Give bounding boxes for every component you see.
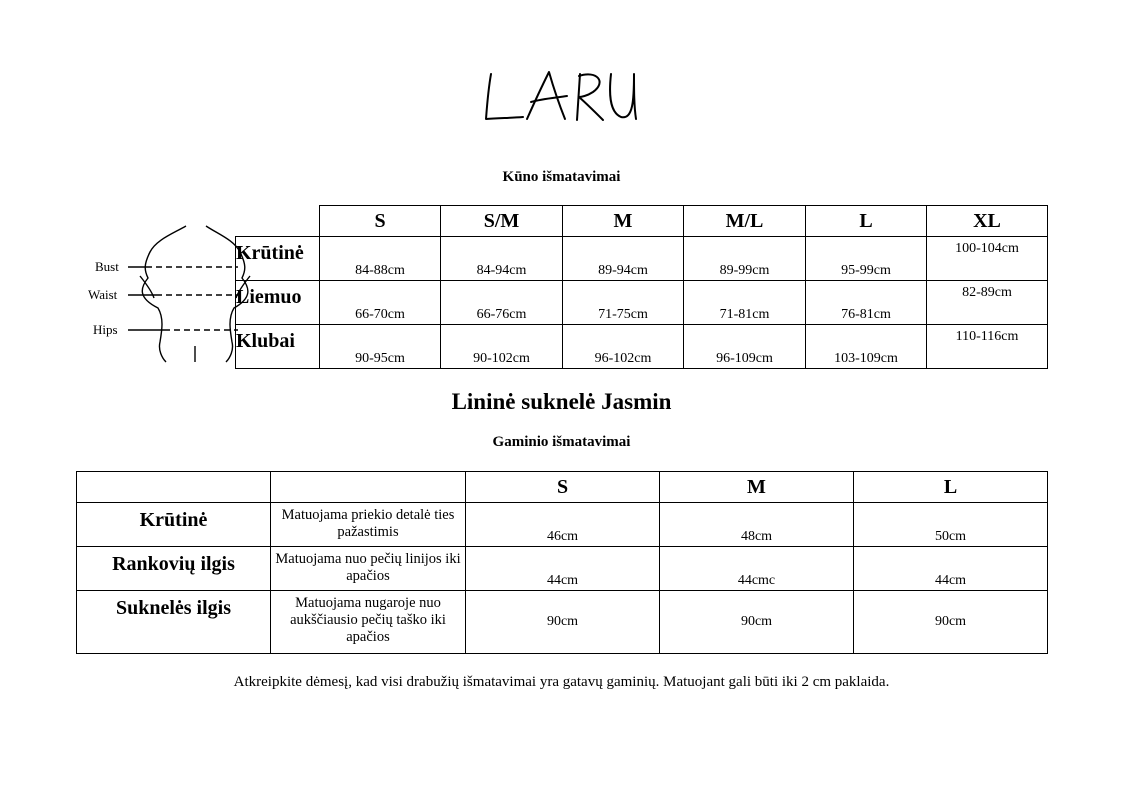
waist-label: Waist	[88, 287, 118, 302]
row-description: Matuojama nuo pečių linijos iki apačios	[271, 547, 466, 591]
table-cell: 48cm	[660, 503, 854, 547]
garment-measurements-table	[76, 471, 1048, 654]
footer-note: Atkreipkite dėmesį, kad visi drabužių išmatavimai yra gatavų gaminių. Matuojant gali būti iki 2 cm paklaida.	[233, 674, 890, 690]
table-cell: 110-116cm	[927, 325, 1048, 369]
table-cell: 90cm	[854, 591, 1048, 654]
body-table-corner	[236, 206, 320, 237]
row-label-bust: Krūtinė	[236, 237, 320, 281]
product-title: Lininė suknelė Jasmin	[451, 389, 672, 414]
table-cell: 71-81cm	[684, 281, 806, 325]
size-header: S	[466, 472, 660, 503]
table-cell: 84-88cm	[320, 237, 441, 281]
row-label-waist: Liemuo	[236, 281, 320, 325]
row-description: Matuojama priekio detalė ties pažastimis	[271, 503, 466, 547]
row-label-dress-length: Suknelės ilgis	[77, 591, 271, 654]
table-cell: 96-109cm	[684, 325, 806, 369]
garment-table-header-row	[77, 472, 1048, 503]
table-cell: 82-89cm	[927, 281, 1048, 325]
row-label-sleeve-length: Rankovių ilgis	[77, 547, 271, 591]
table-cell: 66-76cm	[441, 281, 563, 325]
table-row	[236, 281, 1048, 325]
table-row	[77, 503, 1048, 547]
table-cell: 71-75cm	[563, 281, 684, 325]
table-row	[77, 547, 1048, 591]
table-cell: 100-104cm	[927, 237, 1048, 281]
table-row	[236, 325, 1048, 369]
size-header: M	[660, 472, 854, 503]
table-cell: 95-99cm	[806, 237, 927, 281]
table-cell: 103-109cm	[806, 325, 927, 369]
table-cell: 90-102cm	[441, 325, 563, 369]
size-header: XL	[927, 206, 1048, 237]
body-measurements-table	[235, 205, 1048, 369]
body-figure-illustration	[88, 218, 258, 368]
garment-table-corner	[77, 472, 271, 503]
table-cell: 46cm	[466, 503, 660, 547]
body-measurements-title: Kūno išmatavimai	[502, 169, 621, 185]
garment-measurements-title: Gaminio išmatavimai	[492, 434, 631, 450]
row-description: Matuojama nugaroje nuo aukščiausio pečių taško iki apačios	[271, 591, 466, 654]
table-cell: 84-94cm	[441, 237, 563, 281]
laru-logo	[481, 66, 643, 130]
size-header: L	[854, 472, 1048, 503]
size-header: L	[806, 206, 927, 237]
table-cell: 66-70cm	[320, 281, 441, 325]
table-cell: 44cm	[854, 547, 1048, 591]
row-label-hips: Klubai	[236, 325, 320, 369]
table-cell: 89-94cm	[563, 237, 684, 281]
table-cell: 50cm	[854, 503, 1048, 547]
table-cell: 96-102cm	[563, 325, 684, 369]
size-header: M	[563, 206, 684, 237]
hips-label: Hips	[93, 322, 118, 337]
table-cell: 44cmc	[660, 547, 854, 591]
size-header: S/M	[441, 206, 563, 237]
table-cell: 90cm	[466, 591, 660, 654]
size-header: M/L	[684, 206, 806, 237]
size-header: S	[320, 206, 441, 237]
table-row	[236, 237, 1048, 281]
garment-table-desc-header	[271, 472, 466, 503]
bust-label: Bust	[95, 259, 119, 274]
body-table-header-row	[236, 206, 1048, 237]
table-row	[77, 591, 1048, 654]
table-cell: 89-99cm	[684, 237, 806, 281]
table-cell: 90-95cm	[320, 325, 441, 369]
table-cell: 90cm	[660, 591, 854, 654]
table-cell: 76-81cm	[806, 281, 927, 325]
table-cell: 44cm	[466, 547, 660, 591]
row-label-bust: Krūtinė	[77, 503, 271, 547]
